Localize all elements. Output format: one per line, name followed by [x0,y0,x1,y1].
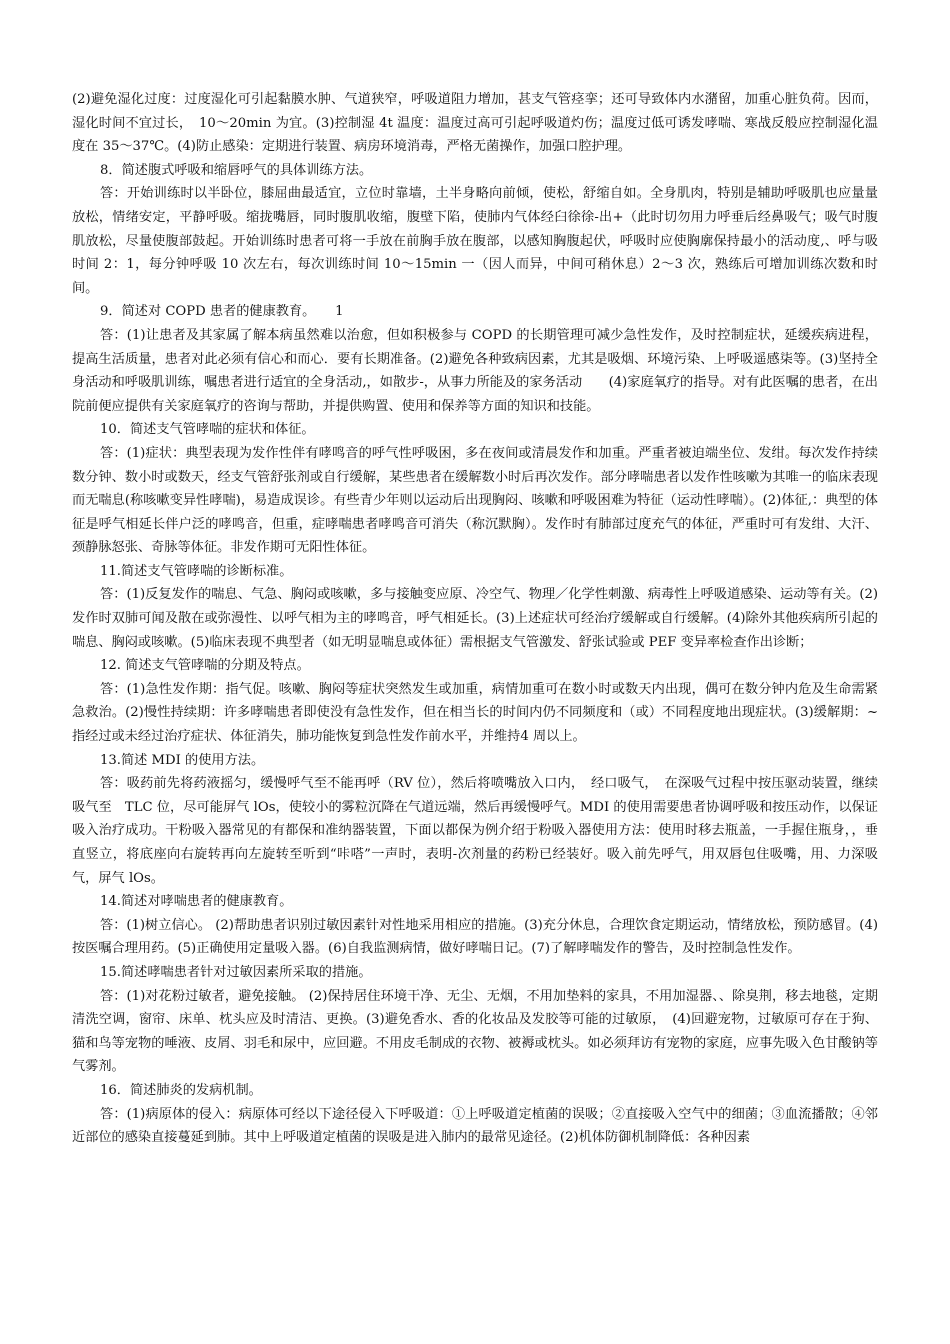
question-13: 13.简述 MDI 的使用方法。 [100,752,265,768]
answer-15: 答：(1)对花粉过敏者，避免接触。 (2)保持居住环境干净、无尘、无烟，不用加垫料的家具，不用加湿器、、除臭荆，移去地毯，定期清洗空调，窗帘、床单、枕头应及时清洁、更换。(3)避免香水、香的化妆品及发胶等可能的过敏原， (4)回避宠物，过敏原可存在于狗、猫和鸟等宠物的唾液、皮屑、羽毛和尿中，应回避。不用皮毛制成的衣物、被褥或枕头。如必须拜访有宠物的家庭，应事先吸入色甘酸钠等气雾剂。 [72,988,878,1075]
answer-10: 答：(1)症状：典型表现为发作性伴有哮鸣音的呼气性呼吸困，多在夜间或清晨发作和加重。严重者被迫端坐位、发绀。每次发作持续数分钟、数小时或数天，经支气管舒张剂或自行缓解，某些患者在缓解数小时后再次发作。部分哮喘患者以发作性咳嗽为其唯一的临床表现而无喘息(称咳嗽变异性哮喘)，易造成误诊。有些青少年则以运动后出现胸闷、咳嗽和呼吸困难为特征（运动性哮喘）。(2)体征,：典型的体征是呼气相延长伴户泛的哮鸣音，但重，症哮喘患者哮鸣音可消失（称沉默胸）。发作时有肺部过度充气的体征，严重时可有发绀、大汗、颈静脉怒张、奇脉等体征。非发作期可无阳性体征。 [72,445,878,556]
question-14: 14.简述对哮喘患者的健康教育。 [100,894,293,910]
answer-14: 答：(1)树立信心。 (2)帮助患者识别过敏因素针对性地采用相应的措施。(3)充分休息，合理饮食定期运动，情绪放松，预防感冒。(4)按医嘱合理用药。(5)正确使用定量吸入器。(6)自我监测病情，做好哮喘日记。(7)了解哮喘发作的警告，及时控制急性发作。 [72,917,878,957]
question-12: 12. 简述支气管哮喘的分期及特点。 [100,658,310,674]
question-8: 8．简述腹式呼吸和缩唇呼气的具体训练方法。 [100,162,373,178]
question-16: 16．简述肺炎的发病机制。 [100,1082,262,1098]
answer-16: 答：(1)病原体的侵入：病原体可经以下途径侵入下呼吸道：①上呼吸道定植菌的误吸；②直接吸入空气中的细菌；③血流播散；④邻近部位的感染直接蔓延到肺。其中上呼吸道定植菌的误吸是进入肺内的最常见途径。(2)机体防御机制降低：各种因素 [72,1106,878,1146]
answer-13: 答：吸药前先将药液摇匀，缓慢呼气至不能再呼（RV 位），然后将喷嘴放入口内， 经口吸气， 在深吸气过程中按压驱动装置，继续吸气至 TLC 位，尽可能屏气 lOs，使较小的雾粒沉降在气道远端，然后再缓慢呼气。MDI 的使用需要患者协调呼吸和按压动作，以保证吸入治疗成功。干粉吸入器常见的有都保和准纳器装置，下面以都保为例介绍于粉吸入器使用方法：使用时移去瓶盖，一手握住瓶身，，垂直竖立，将底座向右旋转再向左旋转至听到“咔嗒”一声时，表明-次剂量的药粉已经装好。吸入前先呼气，用双唇包住吸嘴，用、力深吸气，屏气 lOs。 [72,776,878,886]
question-10: 10．简述支气管哮喘的症状和体征。 [100,422,315,438]
question-11: 11.简述支气管哮喘的诊断标准。 [100,563,293,579]
answer-11: 答：(1)反复发作的喘息、气急、胸闷或咳嗽，多与接触变应原、冷空气、物理／化学性刺激、病毒性上呼吸道感染、运动等有关。(2)发作时双肺可闻及散在或弥漫性、以呼气相为主的哮鸣音，呼气相延长。(3)上述症状可经治疗缓解或自行缓解。(4)除外其他疾病所引起的喘息、胸闷或咳嗽。(5)临床表现不典型者（如无明显喘息或体征）需根据支气管激发、舒张试验或 PEF 变异率检查作出诊断； [72,587,878,650]
question-15: 15.简述哮喘患者针对过敏因素所采取的措施。 [100,964,372,980]
answer-8: 答：开始训练时以半卧位，膝屈曲最适宜，立位时靠墙，土半身略向前倾，使松，舒缩自如。全身肌肉，特别是辅助呼吸肌也应量量放松，情绪安定，平静呼吸。缩拢嘴唇，同时腹肌收缩，腹壁下陷，使肺内气体经臼徐徐-出+（此时切勿用力呼垂后经鼻吸气；吸气时腹肌放松，尽量使腹部鼓起。开始训练时患者可将一手放在前胸手放在腹部，以感知胸腹起伏，呼吸时应使胸廓保持最小的活动度,、呼与吸时间 2：1，每分钟呼吸 10 次左右，每次训练时间 10～15min 一（因人而异，中间可稍休息）2～3 次，熟练后可增加训练次数和时间。 [72,186,878,296]
question-9: 9．简述对 COPD 患者的健康教育。 1 [100,304,344,320]
paragraph-humidification: (2)避免湿化过度：过度湿化可引起黏膜水肿、气道狭窄，呼吸道阻力增加，甚支气管痉挛；还可导致体内水潴留，加重心脏负荷。因而，湿化时间不宜过长， 10～20min 为宜。(3)控制湿 4t 温度：温度过高可引起呼吸道灼伤；温度过低可诱发哮喘、寒战反般应控制湿化温度在 35～37℃。(4)防止感染：定期进行装置、病房环境消毒，严格无菌操作，加强口腔护理。 [72,92,878,155]
answer-9: 答：(1)让患者及其家属了解本病虽然难以治愈，但如积极参与 COPD 的长期管理可减少急性发作，及时控制症状，延缓疾病进程，提高生活质量，患者对此必须有信心和而心．要有长期准备。(2)避免各种致病因素，尤其是吸烟、环境污染、上呼吸遥感柒等。(3)坚持全身活动和呼吸肌训练，嘱患者进行适宜的全身活动,，如散步-，从事力所能及的家务活动 (4)家庭氧疗的指导。对有此医嘱的患者，在出院前便应提供有关家庭氧疗的咨询与帮助，并提供购置、使用和保养等方面的知识和技能。 [72,327,878,414]
answer-12: 答：(1)急性发作期：指气促。咳嗽、胸闷等症状突然发生或加重，病情加重可在数小时或数天内出现，偶可在数分钟内危及生命需紧急救治。(2)慢性持续期：许多哮喘患者即使没有急性发作，但在相当长的时间内仍不同频度和（或）不同程度地出现症状。(3)缓解期：~指经过或未经过治疗症状、体征消失，肺功能恢复到急性发作前水平，并维持4 周以上。 [72,681,878,745]
